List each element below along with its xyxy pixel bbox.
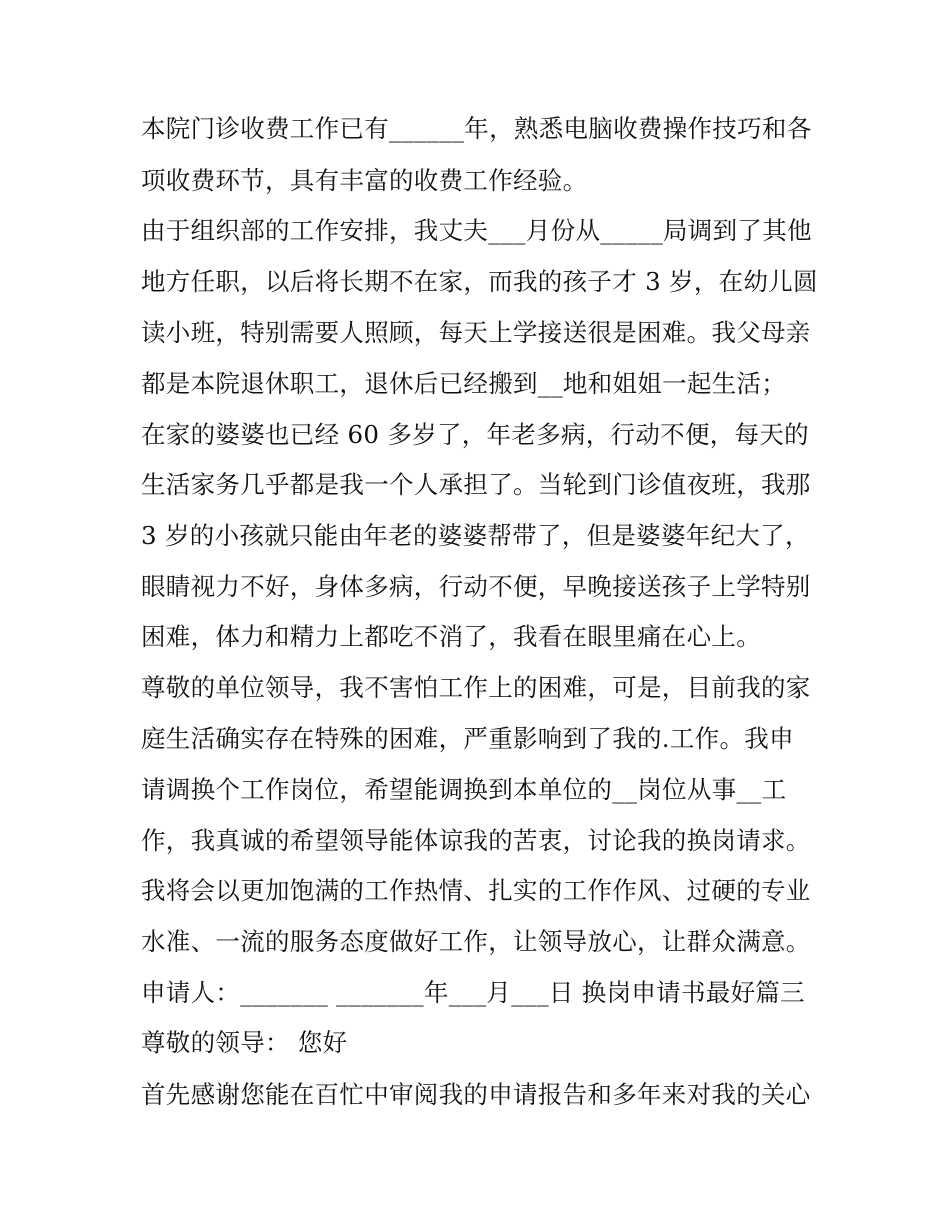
text-line: 项收费环节，具有丰富的收费工作经验。	[141, 166, 588, 195]
text-line: 3 岁的小孩就只能由年老的婆婆帮带了，但是婆婆年纪大了，	[141, 521, 810, 550]
text-line: 请调换个工作岗位，希望能调换到本单位的__岗位从事__工	[141, 775, 787, 804]
text-line: 水准、一流的服务态度做好工作，让领导放心，让群众满意。	[141, 927, 811, 956]
text-line: 申请人：_______ _______年___月___日 换岗申请书最好篇三	[141, 978, 805, 1007]
text-line: 作，我真诚的希望领导能体谅我的苦衷，讨论我的换岗请求。	[141, 826, 811, 855]
text-line: 本院门诊收费工作已有______年，熟悉电脑收费操作技巧和各	[141, 114, 812, 143]
text-line: 尊敬的单位领导，我不害怕工作上的困难，可是，目前我的家	[141, 673, 811, 702]
text-line: 首先感谢您能在百忙中审阅我的申请报告和多年来对我的关心	[141, 1080, 811, 1109]
text-line: 地方任职，以后将长期不在家，而我的孩子才 3 岁，在幼儿圆	[141, 267, 818, 296]
text-line: 由于组织部的工作安排，我丈夫___月份从_____局调到了其他	[141, 216, 812, 245]
text-line: 都是本院退休职工，退休后已经搬到__地和姐姐一起生活；	[141, 369, 787, 398]
text-line: 生活家务几乎都是我一个人承担了。当轮到门诊值夜班，我那	[141, 470, 811, 499]
text-line: 尊敬的领导： 您好	[141, 1028, 348, 1057]
text-line: 困难，体力和精力上都吃不消了，我看在眼里痛在心上。	[141, 622, 761, 651]
text-line: 我将会以更加饱满的工作热情、扎实的工作作风、过硬的专业	[141, 876, 811, 905]
text-line: 在家的婆婆也已经 60 多岁了，年老多病，行动不便，每天的	[141, 420, 809, 449]
text-line: 眼睛视力不好，身体多病，行动不便，早晚接送孩子上学特别	[141, 572, 811, 601]
text-line: 读小班，特别需要人照顾，每天上学接送很是困难。我父母亲	[141, 318, 811, 347]
text-line: 庭生活确实存在特殊的困难，严重影响到了我的.工作。我申	[141, 724, 794, 753]
